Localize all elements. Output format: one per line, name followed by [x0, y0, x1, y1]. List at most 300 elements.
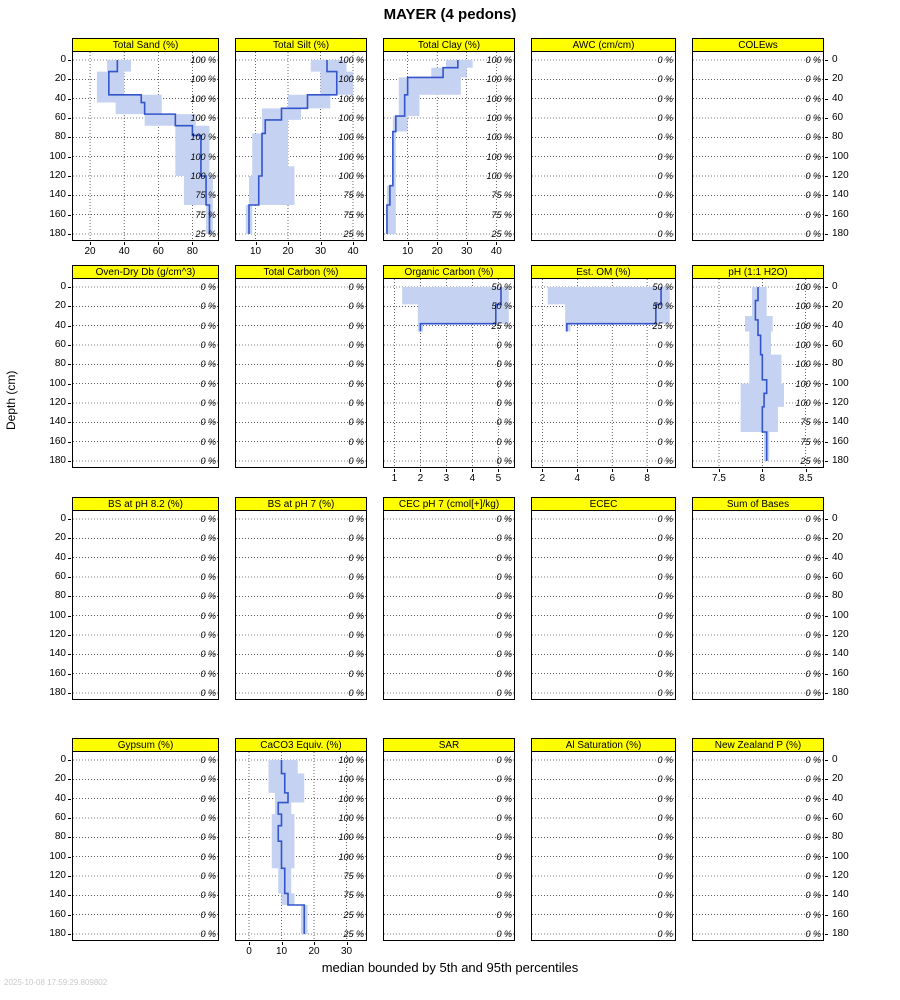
- x-axis-tick-mark: [496, 242, 497, 245]
- depth-tick-mark-left: [68, 442, 71, 443]
- panel-pct-label: 0 %: [200, 813, 216, 823]
- panel-pct-label: 100 %: [190, 55, 216, 65]
- panel-ecec: [531, 497, 676, 701]
- panel-pct-label: 0 %: [496, 871, 512, 881]
- panel-pct-label: 50 %: [652, 301, 673, 312]
- panel-pct-label: 100 %: [190, 74, 216, 85]
- x-axis-tick-mark: [472, 469, 473, 472]
- panel-pct-label: 100 %: [486, 132, 512, 143]
- depth-tick-label-right: 160: [832, 667, 849, 679]
- panel-pct-label: 75 %: [491, 209, 512, 220]
- x-axis-tick-label: 7.5: [712, 473, 726, 484]
- panel-pct-label: 0 %: [496, 398, 512, 408]
- depth-tick-label-left: 140: [49, 648, 66, 660]
- panel-title: COLEws: [692, 38, 824, 52]
- depth-tick-mark-left: [68, 99, 71, 100]
- panel-pct-label: 0 %: [657, 552, 673, 563]
- depth-tick-label-right: 140: [832, 648, 849, 660]
- panel-pct-label: 100 %: [338, 793, 364, 804]
- x-axis-tick-mark: [249, 942, 250, 945]
- depth-tick-mark-left: [68, 422, 71, 423]
- panel-pct-label: 100 %: [338, 171, 364, 181]
- panel-total-clay: [383, 38, 515, 242]
- panel-plot-area: [383, 510, 515, 700]
- panel-pct-label: 0 %: [657, 514, 673, 524]
- panel-pct-label: 100 %: [795, 340, 821, 350]
- panel-pct-label: 100 %: [338, 93, 364, 104]
- panel-pct-label: 0 %: [657, 190, 673, 201]
- depth-tick-mark-left: [68, 287, 71, 288]
- panel-pct-label: 0 %: [200, 755, 216, 765]
- panel-pct-label: 0 %: [348, 378, 364, 389]
- depth-tick-label-left: 60: [54, 812, 66, 823]
- panel-title: Total Silt (%): [235, 38, 367, 52]
- panel-pct-label: 100 %: [338, 132, 364, 143]
- x-axis-tick-mark: [420, 469, 421, 472]
- panel-pct-label: 0 %: [657, 774, 673, 785]
- panel-plot-area: [692, 510, 824, 700]
- depth-tick-mark-right: [825, 195, 828, 196]
- panel-pct-label: 0 %: [496, 378, 512, 389]
- depth-tick-mark-left: [68, 577, 71, 578]
- panel-pct-label: 0 %: [805, 514, 821, 524]
- x-axis-tick-mark: [314, 942, 315, 945]
- depth-tick-mark-left: [68, 616, 71, 617]
- panel-pct-label: 0 %: [496, 417, 512, 428]
- panel-title: BS at pH 7 (%): [235, 497, 367, 511]
- depth-tick-label-left: 100: [49, 850, 66, 862]
- panel-pct-label: 0 %: [200, 514, 216, 524]
- depth-tick-mark-left: [68, 403, 71, 404]
- panel-title: Gypsum (%): [72, 738, 219, 752]
- x-axis-tick-mark: [158, 242, 159, 245]
- depth-tick-label-left: 180: [49, 687, 66, 698]
- depth-tick-label-right: 160: [832, 908, 849, 920]
- depth-tick-label-left: 20: [54, 300, 66, 312]
- depth-tick-mark-right: [825, 654, 828, 655]
- depth-tick-mark-left: [68, 654, 71, 655]
- panel-title: Organic Carbon (%): [383, 265, 515, 279]
- footer-caption: median bounded by 5th and 95th percentiles: [321, 960, 579, 975]
- depth-tick-label-left: 160: [49, 908, 66, 920]
- depth-tick-label-right: 180: [832, 455, 849, 466]
- x-axis-tick-mark: [806, 469, 807, 472]
- panel-pct-label: 0 %: [805, 610, 821, 621]
- panel-pct-label: 0 %: [496, 610, 512, 621]
- panel-plot-area: [692, 51, 824, 241]
- depth-tick-mark-right: [825, 818, 828, 819]
- panel-plot-area: [72, 510, 219, 700]
- depth-tick-mark-left: [68, 137, 71, 138]
- panel-pct-label: 0 %: [657, 630, 673, 640]
- panel-pct-label: 0 %: [200, 398, 216, 408]
- panel-al-saturation: [531, 738, 676, 942]
- x-axis-tick-label: 40: [347, 246, 359, 257]
- panel-pct-label: 0 %: [496, 774, 512, 785]
- panel-pct-label: 0 %: [496, 668, 512, 679]
- x-axis-tick-mark: [467, 242, 468, 245]
- panel-title: SAR: [383, 738, 515, 752]
- panel-pct-label: 0 %: [200, 688, 216, 698]
- panel-pct-label: 0 %: [657, 890, 673, 901]
- x-axis-tick-label: 80: [186, 246, 198, 257]
- panel-pct-label: 50 %: [491, 282, 512, 292]
- panel-title: CaCO3 Equiv. (%): [235, 738, 367, 752]
- depth-tick-label-right: 60: [832, 339, 844, 350]
- depth-tick-mark-left: [68, 895, 71, 896]
- panel-pct-label: 0 %: [200, 909, 216, 920]
- panel-pct-label: 0 %: [200, 630, 216, 640]
- panel-pct-label: 0 %: [496, 793, 512, 804]
- depth-tick-mark-left: [68, 799, 71, 800]
- depth-tick-label-right: 140: [832, 416, 849, 428]
- panel-pct-label: 100 %: [486, 171, 512, 181]
- page-title: MAYER (4 pedons): [383, 6, 517, 23]
- x-axis-tick-label: 10: [275, 946, 288, 957]
- depth-tick-mark-right: [825, 519, 828, 520]
- panel-pct-label: 25 %: [491, 320, 512, 331]
- panel-pct-label: 0 %: [348, 282, 364, 292]
- panel-pct-label: 100 %: [486, 151, 512, 162]
- depth-tick-mark-right: [825, 384, 828, 385]
- depth-tick-mark-left: [68, 915, 71, 916]
- depth-tick-label-right: 120: [832, 397, 849, 408]
- panel-total-sand: [72, 38, 219, 242]
- depth-tick-mark-right: [825, 760, 828, 761]
- panel-title: New Zealand P (%): [692, 738, 824, 752]
- depth-tick-label-left: 0: [60, 754, 66, 765]
- depth-tick-label-right: 40: [832, 319, 844, 331]
- panel-pct-label: 75 %: [343, 209, 364, 220]
- depth-tick-label-left: 120: [49, 870, 66, 881]
- depth-tick-label-right: 120: [832, 870, 849, 881]
- panel-pct-label: 25 %: [652, 320, 673, 331]
- panel-pct-label: 0 %: [657, 851, 673, 862]
- depth-tick-label-right: 180: [832, 228, 849, 239]
- depth-tick-label-right: 80: [832, 590, 844, 602]
- depth-tick-mark-left: [68, 818, 71, 819]
- panel-pct-label: 0 %: [200, 610, 216, 621]
- depth-tick-mark-right: [825, 422, 828, 423]
- panel-pct-label: 100 %: [338, 151, 364, 162]
- depth-tick-label-left: 120: [49, 629, 66, 640]
- x-axis-tick-mark: [321, 242, 322, 245]
- panel-pct-label: 0 %: [496, 688, 512, 698]
- depth-tick-mark-left: [68, 176, 71, 177]
- depth-tick-mark-left: [68, 306, 71, 307]
- panel-pct-label: 0 %: [805, 871, 821, 881]
- panel-title: CEC pH 7 (cmol[+]/kg): [383, 497, 515, 511]
- depth-tick-mark-left: [68, 326, 71, 327]
- panel-pct-label: 0 %: [805, 890, 821, 901]
- panel-pct-label: 0 %: [200, 320, 216, 331]
- depth-tick-mark-left: [68, 345, 71, 346]
- panel-pct-label: 100 %: [795, 282, 821, 292]
- panel-pct-label: 0 %: [200, 572, 216, 582]
- panel-pct-label: 0 %: [496, 591, 512, 602]
- depth-tick-mark-right: [825, 915, 828, 916]
- panel-pct-label: 75 %: [800, 436, 821, 447]
- depth-tick-label-right: 0: [832, 754, 838, 765]
- depth-tick-mark-left: [68, 519, 71, 520]
- x-axis-tick-mark: [647, 469, 648, 472]
- panel-pct-label: 25 %: [343, 929, 364, 939]
- panel-pct-label: 0 %: [657, 436, 673, 447]
- panel-pct-label: 100 %: [338, 851, 364, 862]
- panel-pct-label: 0 %: [657, 132, 673, 143]
- depth-tick-label-right: 0: [832, 54, 838, 65]
- depth-tick-label-left: 180: [49, 455, 66, 466]
- panel-title: AWC (cm/cm): [531, 38, 676, 52]
- panel-awc-cm-cm: [531, 38, 676, 242]
- panel-pct-label: 0 %: [496, 813, 512, 823]
- x-axis-tick-label: 60: [152, 246, 164, 257]
- panel-title: Total Carbon (%): [235, 265, 367, 279]
- depth-tick-mark-left: [68, 461, 71, 462]
- x-axis-tick-label: 8: [644, 473, 650, 484]
- panel-pct-label: 0 %: [200, 591, 216, 602]
- panel-pct-label: 0 %: [200, 929, 216, 939]
- panel-pct-label: 100 %: [190, 93, 216, 104]
- panel-pct-label: 0 %: [200, 871, 216, 881]
- depth-tick-mark-left: [68, 857, 71, 858]
- x-axis-tick-mark: [719, 469, 720, 472]
- panel-oven-dry-db-g-cm-3: [72, 265, 219, 469]
- depth-tick-mark-right: [825, 137, 828, 138]
- panel-pct-label: 0 %: [496, 359, 512, 370]
- panel-plot-area: [72, 751, 219, 941]
- panel-pct-label: 0 %: [805, 851, 821, 862]
- panel-pct-label: 25 %: [800, 456, 821, 466]
- panel-pct-label: 0 %: [200, 890, 216, 901]
- x-axis-tick-label: 30: [461, 246, 473, 257]
- panel-pct-label: 0 %: [496, 630, 512, 640]
- x-axis-tick-label: 4: [469, 473, 476, 484]
- panel-pct-label: 0 %: [657, 649, 673, 660]
- depth-tick-mark-left: [68, 79, 71, 80]
- depth-tick-label-right: 80: [832, 358, 844, 370]
- panel-caco3-equiv: [235, 738, 367, 942]
- depth-tick-label-right: 140: [832, 189, 849, 201]
- panel-pct-label: 0 %: [657, 909, 673, 920]
- depth-tick-label-left: 160: [49, 435, 66, 447]
- panel-pct-label: 0 %: [657, 151, 673, 162]
- panel-pct-label: 0 %: [496, 340, 512, 350]
- panel-pct-label: 0 %: [657, 929, 673, 939]
- depth-tick-label-right: 100: [832, 150, 849, 162]
- depth-tick-label-right: 100: [832, 850, 849, 862]
- panel-plot-area: [692, 751, 824, 941]
- depth-tick-mark-left: [68, 674, 71, 675]
- panel-pct-label: 0 %: [805, 774, 821, 785]
- panel-pct-label: 0 %: [348, 456, 364, 466]
- panel-pct-label: 0 %: [200, 436, 216, 447]
- panel-pct-label: 0 %: [805, 113, 821, 123]
- x-axis-tick-label: 20: [282, 246, 294, 257]
- depth-tick-label-left: 180: [49, 928, 66, 939]
- panel-pct-label: 0 %: [200, 832, 216, 843]
- x-axis-tick-mark: [124, 242, 125, 245]
- depth-tick-label-left: 0: [60, 54, 66, 65]
- depth-tick-label-left: 160: [49, 667, 66, 679]
- depth-tick-label-left: 20: [54, 73, 66, 85]
- depth-tick-label-right: 120: [832, 170, 849, 181]
- panel-pct-label: 0 %: [805, 151, 821, 162]
- depth-tick-mark-left: [68, 364, 71, 365]
- x-axis-tick-mark: [762, 469, 763, 472]
- x-axis-tick-mark: [542, 469, 543, 472]
- depth-tick-label-left: 160: [49, 208, 66, 220]
- panel-pct-label: 0 %: [496, 851, 512, 862]
- depth-tick-label-left: 40: [54, 551, 66, 563]
- depth-tick-mark-right: [825, 287, 828, 288]
- depth-tick-mark-left: [68, 157, 71, 158]
- depth-tick-label-right: 0: [832, 513, 838, 524]
- depth-tick-label-left: 120: [49, 170, 66, 181]
- depth-tick-label-left: 40: [54, 319, 66, 331]
- depth-tick-mark-right: [825, 693, 828, 694]
- depth-tick-mark-right: [825, 779, 828, 780]
- x-axis-tick-label: 20: [84, 246, 96, 257]
- panel-pct-label: 100 %: [338, 74, 364, 85]
- x-axis-tick-mark: [408, 242, 409, 245]
- panel-pct-label: 0 %: [805, 74, 821, 85]
- depth-tick-label-right: 60: [832, 571, 844, 582]
- panel-pct-label: 0 %: [657, 871, 673, 881]
- x-axis-tick-label: 10: [402, 246, 414, 257]
- panel-pct-label: 0 %: [200, 668, 216, 679]
- panel-pct-label: 75 %: [800, 417, 821, 428]
- depth-tick-mark-left: [68, 779, 71, 780]
- panel-plot-area: [531, 51, 676, 241]
- panel-pct-label: 0 %: [200, 378, 216, 389]
- x-axis-tick-label: 2: [417, 473, 424, 484]
- depth-tick-label-left: 100: [49, 377, 66, 389]
- depth-tick-mark-right: [825, 616, 828, 617]
- x-axis-tick-label: 10: [249, 246, 262, 257]
- panel-pct-label: 0 %: [496, 456, 512, 466]
- panel-pct-label: 0 %: [805, 668, 821, 679]
- panel-pct-label: 0 %: [657, 668, 673, 679]
- depth-tick-label-left: 80: [54, 131, 66, 143]
- depth-tick-label-left: 40: [54, 792, 66, 804]
- panel-pct-label: 0 %: [496, 514, 512, 524]
- depth-tick-label-right: 20: [832, 300, 844, 312]
- panel-pct-label: 0 %: [348, 340, 364, 350]
- panel-pct-label: 0 %: [348, 649, 364, 660]
- x-axis-tick-mark: [192, 242, 193, 245]
- panel-pct-label: 0 %: [657, 610, 673, 621]
- panel-pct-label: 25 %: [195, 229, 216, 239]
- panel-pct-label: 0 %: [348, 630, 364, 640]
- depth-tick-label-left: 140: [49, 189, 66, 201]
- panel-pct-label: 0 %: [657, 229, 673, 239]
- panel-bs-at-ph-7: [235, 497, 367, 701]
- panel-pct-label: 0 %: [348, 417, 364, 428]
- panel-pct-label: 0 %: [657, 533, 673, 544]
- x-axis-tick-mark: [498, 469, 499, 472]
- depth-tick-mark-right: [825, 306, 828, 307]
- panel-pct-label: 0 %: [657, 171, 673, 181]
- panel-gypsum: [72, 738, 219, 942]
- panel-pct-label: 0 %: [496, 929, 512, 939]
- panel-pct-label: 100 %: [190, 171, 216, 181]
- panel-bs-at-ph-8-2: [72, 497, 219, 701]
- panel-pct-label: 75 %: [195, 209, 216, 220]
- panel-sar: [383, 738, 515, 942]
- panel-pct-label: 100 %: [795, 320, 821, 331]
- panel-pct-label: 100 %: [795, 378, 821, 389]
- panel-pct-label: 75 %: [195, 190, 216, 201]
- depth-tick-mark-left: [68, 234, 71, 235]
- panel-pct-label: 0 %: [496, 572, 512, 582]
- panel-pct-label: 0 %: [348, 668, 364, 679]
- panel-title: Sum of Bases: [692, 497, 824, 511]
- panel-title: ECEC: [531, 497, 676, 511]
- panel-pct-label: 0 %: [657, 55, 673, 65]
- panel-pct-label: 100 %: [190, 132, 216, 143]
- depth-tick-mark-left: [68, 118, 71, 119]
- panel-pct-label: 0 %: [657, 209, 673, 220]
- panel-pct-label: 0 %: [496, 909, 512, 920]
- panel-pct-label: 0 %: [496, 533, 512, 544]
- panel-title: Oven-Dry Db (g/cm^3): [72, 265, 219, 279]
- depth-tick-mark-left: [68, 596, 71, 597]
- x-axis-tick-label: 0: [246, 946, 252, 957]
- panel-total-carbon: [235, 265, 367, 469]
- depth-tick-mark-right: [825, 118, 828, 119]
- panel-pct-label: 0 %: [657, 74, 673, 85]
- panel-pct-label: 0 %: [805, 832, 821, 843]
- panel-cec-ph-7-cmol-kg: [383, 497, 515, 701]
- depth-tick-mark-left: [68, 215, 71, 216]
- panel-pct-label: 0 %: [200, 282, 216, 292]
- x-axis-tick-mark: [256, 242, 257, 245]
- panel-pct-label: 0 %: [805, 93, 821, 104]
- panel-pct-label: 25 %: [343, 909, 364, 920]
- depth-tick-label-right: 20: [832, 73, 844, 85]
- panel-pct-label: 0 %: [348, 301, 364, 312]
- depth-tick-mark-left: [68, 195, 71, 196]
- panel-title: pH (1:1 H2O): [692, 265, 824, 279]
- depth-tick-label-left: 0: [60, 513, 66, 524]
- panel-pct-label: 100 %: [190, 151, 216, 162]
- depth-tick-mark-right: [825, 596, 828, 597]
- panel-pct-label: 100 %: [486, 74, 512, 85]
- timestamp: 2025-10-08 17:59:29.809802: [4, 978, 108, 987]
- x-axis-tick-mark: [437, 242, 438, 245]
- depth-tick-label-right: 180: [832, 928, 849, 939]
- panel-pct-label: 0 %: [200, 359, 216, 370]
- panel-pct-label: 0 %: [805, 55, 821, 65]
- panel-pct-label: 0 %: [348, 610, 364, 621]
- panel-pct-label: 0 %: [348, 591, 364, 602]
- depth-tick-mark-right: [825, 934, 828, 935]
- x-axis-tick-mark: [446, 469, 447, 472]
- depth-tick-mark-right: [825, 99, 828, 100]
- panel-pct-label: 0 %: [348, 398, 364, 408]
- x-axis-tick-label: 2: [539, 473, 546, 484]
- x-axis-tick-label: 3: [443, 473, 450, 484]
- panel-pct-label: 0 %: [200, 552, 216, 563]
- x-axis-tick-label: 30: [314, 246, 327, 257]
- panel-pct-label: 100 %: [486, 93, 512, 104]
- panel-title: Est. OM (%): [531, 265, 676, 279]
- x-axis-tick-label: 1: [391, 473, 398, 484]
- panel-pct-label: 0 %: [805, 591, 821, 602]
- panel-ph-1-1-h2o: [692, 265, 824, 469]
- depth-tick-mark-right: [825, 461, 828, 462]
